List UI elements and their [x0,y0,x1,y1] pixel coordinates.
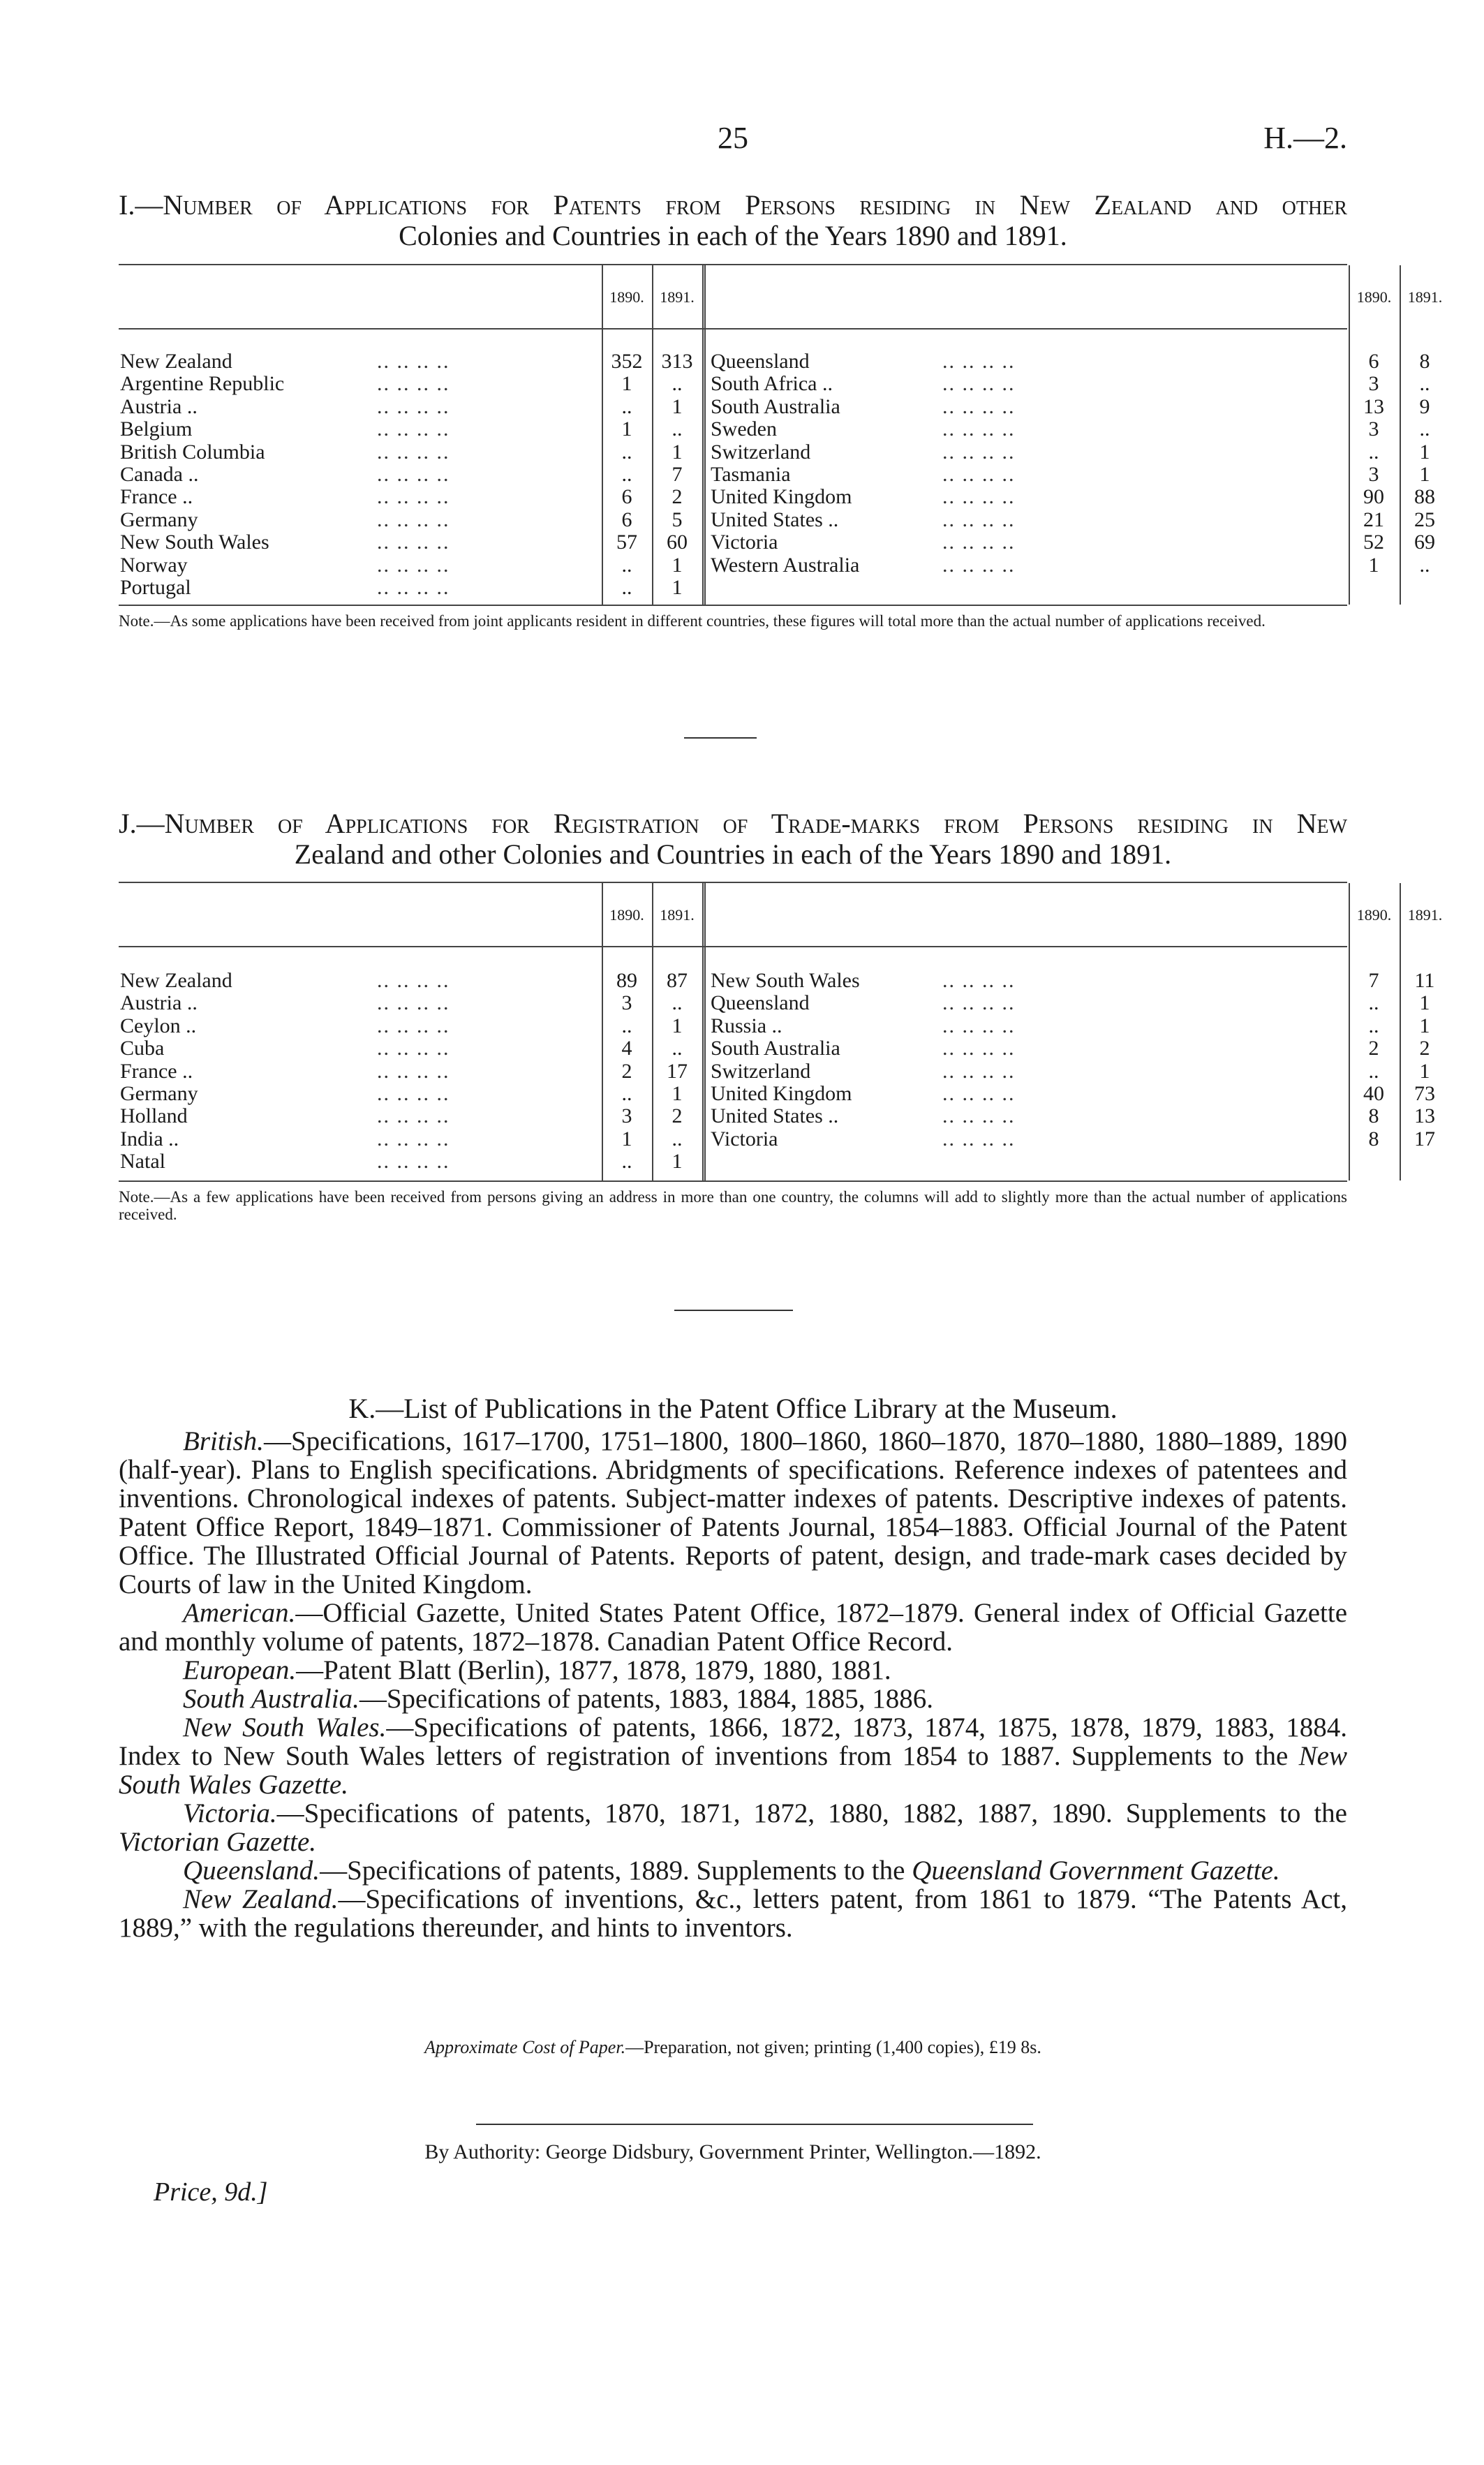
table-row [119,486,1452,508]
table-j-col-1890: 1890. [609,906,644,924]
value-1891: .. [671,372,683,396]
table-j-col-1891: 1891. [660,906,695,924]
table-row [119,992,1452,1014]
table-j-title [119,808,1347,870]
value-1891: .. [671,417,683,441]
value-1891: 1 [671,553,683,577]
leader-dots: .. .. .. .. [942,350,1016,373]
table-i-note: Note.—As some applications have been received from joint applicants resident in different countries, these figures will total more than the actual number of applications received. [119,612,1266,630]
country-name: Western Australia [711,553,860,577]
pub-queensland: Queensland.—Specifications of patents, 1889. Supplements to the Queensland Government Gazette. [183,1856,1280,1886]
country-name: United Kingdom [711,485,852,509]
table-row [119,441,1452,464]
value-1891: 1 [1419,1014,1430,1037]
section-divider-2 [674,1310,793,1311]
value-1890: 1 [1368,553,1379,577]
table-row [119,373,1452,395]
value-1890: .. [1368,991,1379,1015]
table-row [119,1037,1452,1060]
table-row [119,554,1452,577]
pub-american: American.—Official Gazette, United States Patent Office, 1872–1879. General index of Official Gazette and monthly volume of patents, 1872–1878. Canadian Patent Office Record. [119,1598,1347,1657]
value-1890: 89 [616,969,637,992]
publications-body [119,1427,1347,1942]
pub-european: European.—Patent Blatt (Berlin), 1877, 1878, 1879, 1880, 1881. [183,1655,891,1685]
pub-american-label: American. [183,1598,296,1628]
table-row [119,1128,1452,1150]
country-name: Cuba [120,1037,165,1060]
value-1891: .. [671,1127,683,1150]
table-j [119,882,1443,1182]
country-name: Germany [120,1082,198,1105]
country-name: Portugal [120,576,191,599]
table-i-title-line1: I.—Number of Applications for Patents from Persons residing in New Zealand and other [119,189,1347,221]
table-row [119,350,1452,373]
table-j-header [119,883,1347,947]
value-1890: .. [621,394,632,418]
country-name: Russia .. [711,1014,782,1037]
country-name: United States .. [711,508,839,531]
table-row [119,1150,1452,1173]
leader-dots: .. .. .. .. [377,1082,450,1105]
leader-dots: .. .. .. .. [942,394,1016,418]
table-row [119,531,1452,554]
value-1890: .. [621,463,632,486]
leader-dots: .. .. .. .. [377,394,450,418]
value-1890: 13 [1363,394,1384,418]
country-name: South Australia [711,394,840,418]
value-1890: 21 [1363,508,1384,531]
leader-dots: .. .. .. .. [942,553,1016,577]
pub-european-label: European. [183,1655,297,1685]
leader-dots: .. .. .. .. [942,531,1016,554]
leader-dots: .. .. .. .. [942,440,1016,464]
leader-dots: .. .. .. .. [942,372,1016,396]
value-1890: 3 [1368,417,1379,441]
leader-dots: .. .. .. .. [942,1037,1016,1060]
value-1890: 40 [1363,1082,1384,1105]
page-header [119,120,1347,162]
table-i-title-line2: Colonies and Countries in each of the Years 1890 and 1891. [399,220,1067,251]
value-1891: 5 [671,508,683,531]
table-row [119,464,1452,486]
value-1891: 1 [1419,991,1430,1015]
country-name: United Kingdom [711,1082,852,1105]
value-1891: .. [1419,553,1430,577]
leader-dots: .. .. .. .. [377,553,450,577]
value-1890: 3 [1368,463,1379,486]
country-name: Belgium [120,417,193,441]
table-i-title [119,190,1347,251]
country-name: Victoria [711,531,778,554]
leader-dots: .. .. .. .. [377,485,450,509]
pub-qld-label: Queensland. [183,1856,320,1886]
value-1890: .. [1368,440,1379,464]
value-1891: 9 [1419,394,1430,418]
pub-new-zealand: New Zealand.—Specifications of inventions, &c., letters patent, from 1861 to 1879. “The Patents Act, 1889,” with the regulations thereunder, and hints to inventors. [119,1884,1347,1943]
leader-dots: .. .. .. .. [377,1014,450,1037]
value-1891: 1 [671,440,683,464]
table-row [119,1083,1452,1105]
footer-rule [476,2124,1033,2125]
country-name: New South Wales [120,531,269,554]
country-name: New Zealand [120,969,232,992]
country-name: South Australia [711,1037,840,1060]
pub-british: British.—Specifications, 1617–1700, 1751–1800, 1800–1860, 1860–1870, 1870–1880, 1880–1889, 1890 (half-year). Plans to English specifications. Abridgments of specifications. Reference indexes of patentees and inventions. Chronological indexes of patents. Subject-matter indexes of patents. Descriptive indexes of patents. Patent Office Report, 1849–1871. Commissioner of Patents Journal, 1854–1883. Official Journal of the Patent Office. The Illustrated Official Journal of Patents. Reports of patent, design, and trade-mark cases decided by Courts of law in the United Kingdom. [119,1426,1347,1599]
cost-label: Approximate Cost of Paper. [424,2037,626,2057]
leader-dots: .. .. .. .. [377,1127,450,1150]
leader-dots: .. .. .. .. [377,372,450,396]
country-name: Sweden [711,417,777,441]
leader-dots: .. .. .. .. [377,350,450,373]
value-1890: .. [621,576,632,599]
value-1890: 1 [621,1127,632,1150]
country-name: British Columbia [120,440,265,464]
pub-vic-label: Victoria. [183,1798,277,1828]
leader-dots: .. .. .. .. [942,463,1016,486]
leader-dots: .. .. .. .. [942,1104,1016,1128]
table-row [119,577,1452,599]
section-divider [684,737,757,739]
value-1891: .. [671,991,683,1015]
value-1890: .. [621,1082,632,1105]
value-1890: 1 [621,417,632,441]
value-1891: 73 [1414,1082,1435,1105]
value-1890: 4 [621,1037,632,1060]
value-1890: 8 [1368,1127,1379,1150]
value-1890: 3 [1368,372,1379,396]
leader-dots: .. .. .. .. [942,508,1016,531]
value-1891: 60 [667,531,688,554]
value-1891: 11 [1414,969,1435,992]
price: Price, 9d.] [154,2177,268,2207]
leader-dots: .. .. .. .. [942,969,1016,992]
table-j-title-line2: Zealand and other Colonies and Countries in each of the Years 1890 and 1891. [294,838,1172,870]
value-1890: 6 [621,508,632,531]
country-name: Ceylon .. [120,1014,197,1037]
country-name: India .. [120,1127,179,1150]
value-1890: .. [1368,1014,1379,1037]
table-i-col-1891-right: 1891. [1407,288,1443,306]
country-name: Argentine Republic [120,372,285,396]
value-1890: 352 [611,350,643,373]
leader-dots: .. .. .. .. [942,1059,1016,1083]
table-i-col-1890-right: 1890. [1356,288,1392,306]
value-1890: .. [621,1014,632,1037]
country-name: Canada .. [120,463,199,486]
leader-dots: .. .. .. .. [377,463,450,486]
country-name: France .. [120,1059,193,1083]
page-number: 25 [718,121,748,155]
pub-sa-label: South Australia. [183,1684,359,1714]
value-1891: .. [671,1037,683,1060]
table-i [119,264,1443,606]
country-name: United States .. [711,1104,839,1128]
pub-south-australia: South Australia.—Specifications of patents, 1883, 1884, 1885, 1886. [183,1684,933,1714]
leader-dots: .. .. .. .. [377,991,450,1015]
value-1890: .. [621,553,632,577]
value-1891: 17 [667,1059,688,1083]
pub-british-label: British. [183,1426,264,1456]
country-name: Norway [120,553,188,577]
value-1890: 2 [1368,1037,1379,1060]
value-1891: 8 [1419,350,1430,373]
value-1890: 1 [621,372,632,396]
cost-line: Approximate Cost of Paper.—Preparation, not given; printing (1,400 copies), £19 8s. [424,2037,1041,2057]
value-1891: 1 [671,394,683,418]
leader-dots: .. .. .. .. [377,508,450,531]
value-1890: 90 [1363,485,1384,509]
publications-title: K.—List of Publications in the Patent Office Library at the Museum. [348,1393,1118,1424]
value-1891: 2 [1419,1037,1430,1060]
leader-dots: .. .. .. .. [377,417,450,441]
value-1890: 2 [621,1059,632,1083]
leader-dots: .. .. .. .. [942,991,1016,1015]
country-name: Holland [120,1104,188,1128]
value-1890: .. [1368,1059,1379,1083]
table-row [119,1060,1452,1083]
table-row [119,509,1452,531]
value-1890: 3 [621,1104,632,1128]
value-1890: 52 [1363,531,1384,554]
table-i-col-1891: 1891. [660,288,695,306]
value-1891: 69 [1414,531,1435,554]
value-1891: .. [1419,417,1430,441]
value-1890: 6 [621,485,632,509]
country-name: New South Wales [711,969,860,992]
table-row [119,396,1452,418]
country-name: South Africa .. [711,372,833,396]
value-1891: 25 [1414,508,1435,531]
table-j-col-1891-right: 1891. [1407,906,1443,924]
value-1891: 17 [1414,1127,1435,1150]
value-1890: 8 [1368,1104,1379,1128]
value-1891: 2 [671,485,683,509]
value-1891: 1 [1419,1059,1430,1083]
pub-nz-label: New Zealand. [183,1884,339,1914]
country-name: Austria .. [120,394,198,418]
country-name: Germany [120,508,198,531]
value-1891: 1 [1419,440,1430,464]
leader-dots: .. .. .. .. [377,576,450,599]
country-name: Tasmania [711,463,791,486]
leader-dots: .. .. .. .. [942,417,1016,441]
table-j-col-1890-right: 1890. [1356,906,1392,924]
country-name: Queensland [711,350,810,373]
value-1890: 57 [616,531,637,554]
country-name: Victoria [711,1127,778,1150]
table-row [119,1015,1452,1037]
leader-dots: .. .. .. .. [942,1082,1016,1105]
country-name: Austria .. [120,991,198,1015]
leader-dots: .. .. .. .. [377,1059,450,1083]
pub-new-south-wales: New South Wales.—Specifications of patents, 1866, 1872, 1873, 1874, 1875, 1878, 1879, 1883, 1884. Index to New South Wales letters of registration of inventions from 1854 to 1887. Supplements to the New South Wales Gazette. [119,1712,1347,1800]
value-1891: 7 [671,463,683,486]
value-1891: 1 [671,1014,683,1037]
leader-dots: .. .. .. .. [377,1037,450,1060]
pub-nsw-label: New South Wales. [183,1712,387,1742]
table-row [119,1105,1452,1127]
value-1890: 7 [1368,969,1379,992]
value-1891: 313 [661,350,693,373]
country-name: Natal [120,1150,165,1174]
value-1891: 1 [671,576,683,599]
value-1890: .. [621,440,632,464]
value-1891: 2 [671,1104,683,1128]
country-name: New Zealand [120,350,232,373]
value-1890: 6 [1368,350,1379,373]
country-name: Queensland [711,991,810,1015]
printer-authority: By Authority: George Didsbury, Government Printer, Wellington.—1892. [424,2140,1041,2163]
table-j-title-line1: J.—Number of Applications for Registration of Trade-marks from Persons residing in New [119,808,1347,839]
value-1891: 1 [1419,463,1430,486]
leader-dots: .. .. .. .. [377,531,450,554]
leader-dots: .. .. .. .. [942,1014,1016,1037]
country-name: Switzerland [711,1059,811,1083]
leader-dots: .. .. .. .. [377,969,450,992]
value-1891: .. [1419,372,1430,396]
leader-dots: .. .. .. .. [377,1104,450,1128]
table-i-header [119,265,1347,330]
pub-victoria: Victoria.—Specifications of patents, 1870, 1871, 1872, 1880, 1882, 1887, 1890. Supplements to the Victorian Gazette. [119,1798,1347,1857]
value-1891: 13 [1414,1104,1435,1128]
table-i-col-1890: 1890. [609,288,644,306]
value-1890: 3 [621,991,632,1015]
leader-dots: .. .. .. .. [942,485,1016,509]
country-name: France .. [120,485,193,509]
leader-dots: .. .. .. .. [942,1127,1016,1150]
document-code: H.—2. [1263,121,1347,155]
leader-dots: .. .. .. .. [377,440,450,464]
leader-dots: .. .. .. .. [377,1150,450,1174]
value-1891: 87 [667,969,688,992]
country-name: Switzerland [711,440,811,464]
value-1891: 88 [1414,485,1435,509]
table-row [119,970,1452,992]
table-j-note: Note.—As a few applications have been received from persons giving an address in more than one country, the columns will add to slightly more than the actual number of applications received. [119,1188,1347,1223]
table-row [119,418,1452,441]
value-1891: 1 [671,1150,683,1174]
value-1890: .. [621,1150,632,1174]
value-1891: 1 [671,1082,683,1105]
